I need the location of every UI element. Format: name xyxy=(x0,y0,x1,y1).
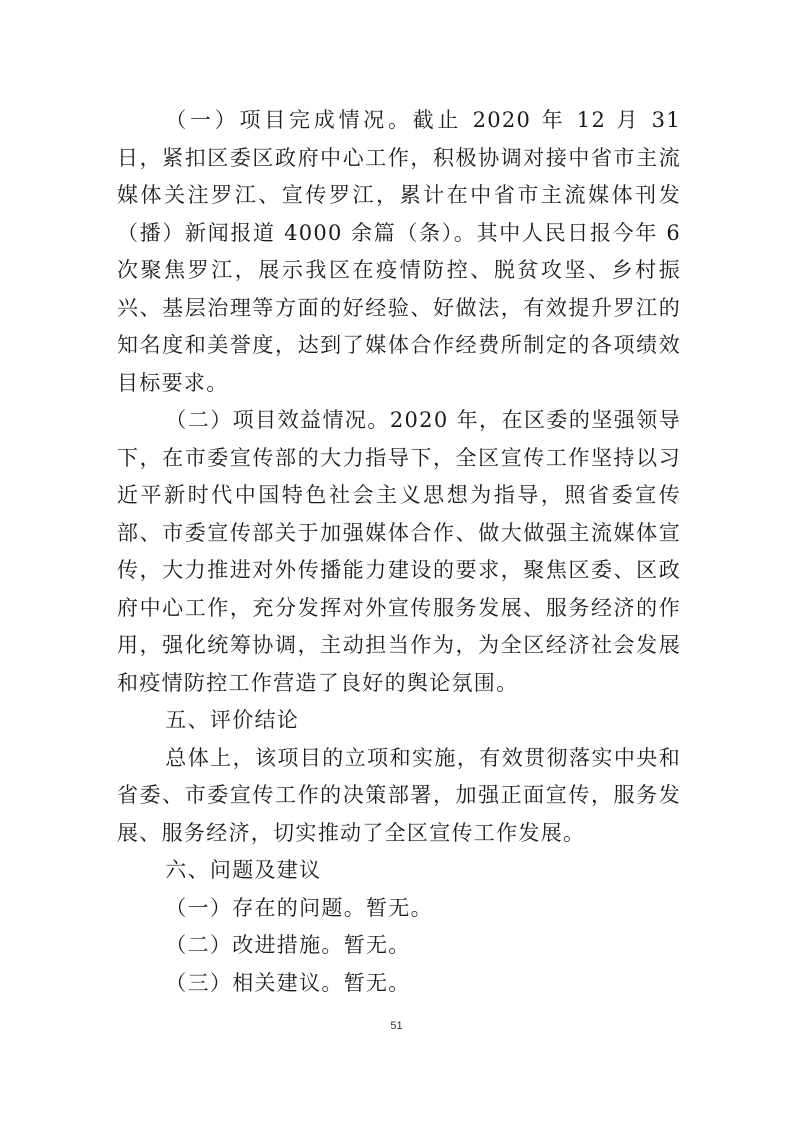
list-item-improvement-measures: （二）改进措施。暂无。 xyxy=(165,933,411,957)
paragraph-project-benefit: （二）项目效益情况。2020 年，在区委的坚强领导下，在市委宣传部的大力指导下，全区宣传工作坚持以习近平新时代中国特色社会主义思想为指导，照省委宣传部、市委宣传部关于加强媒体合作、做大做强主流媒体宣传，大力推进对外传播能力建设的要求，聚焦区委、区政府中心工作，充分发挥对外宣传服务发展、服务经济的作用，强化统筹协调，主动担当作为，为全区经济社会发展和疫情防控工作营造了良好的舆论氛围。 xyxy=(117,408,681,695)
list-item-related-suggestions: （三）相关建议。暂无。 xyxy=(165,970,411,995)
list-item-existing-issues: （一）存在的问题。暂无。 xyxy=(165,895,433,920)
paragraph-project-completion: （一）项目完成情况。截止 2020 年 12 月 31 日，紧扣区委区政府中心工作，积极协调对接中省市主流媒体关注罗江、宣传罗江，累计在中省市主流媒体刊发（播）新闻报道 4000 余篇（条）。其中人民日报今年 6 次聚焦罗江，展示我区在疫情防控、脱贫攻坚、乡村振兴、基层治理等方面的好经验、好做法，有效提升罗江的知名度和美誉度，达到了媒体合作经费所制定的各项绩效目标要求。 xyxy=(117,108,681,395)
page-number: 51 xyxy=(390,1020,403,1032)
section-heading-evaluation-conclusion: 五、评价结论 xyxy=(165,708,300,732)
document-body xyxy=(117,102,681,1002)
paragraph-evaluation-conclusion: 总体上，该项目的立项和实施，有效贯彻落实中央和省委、市委宣传工作的决策部署，加强正面宣传，服务发展、服务经济，切实推动了全区宣传工作发展。 xyxy=(117,745,681,845)
section-heading-issues-suggestions: 六、问题及建议 xyxy=(165,858,322,882)
